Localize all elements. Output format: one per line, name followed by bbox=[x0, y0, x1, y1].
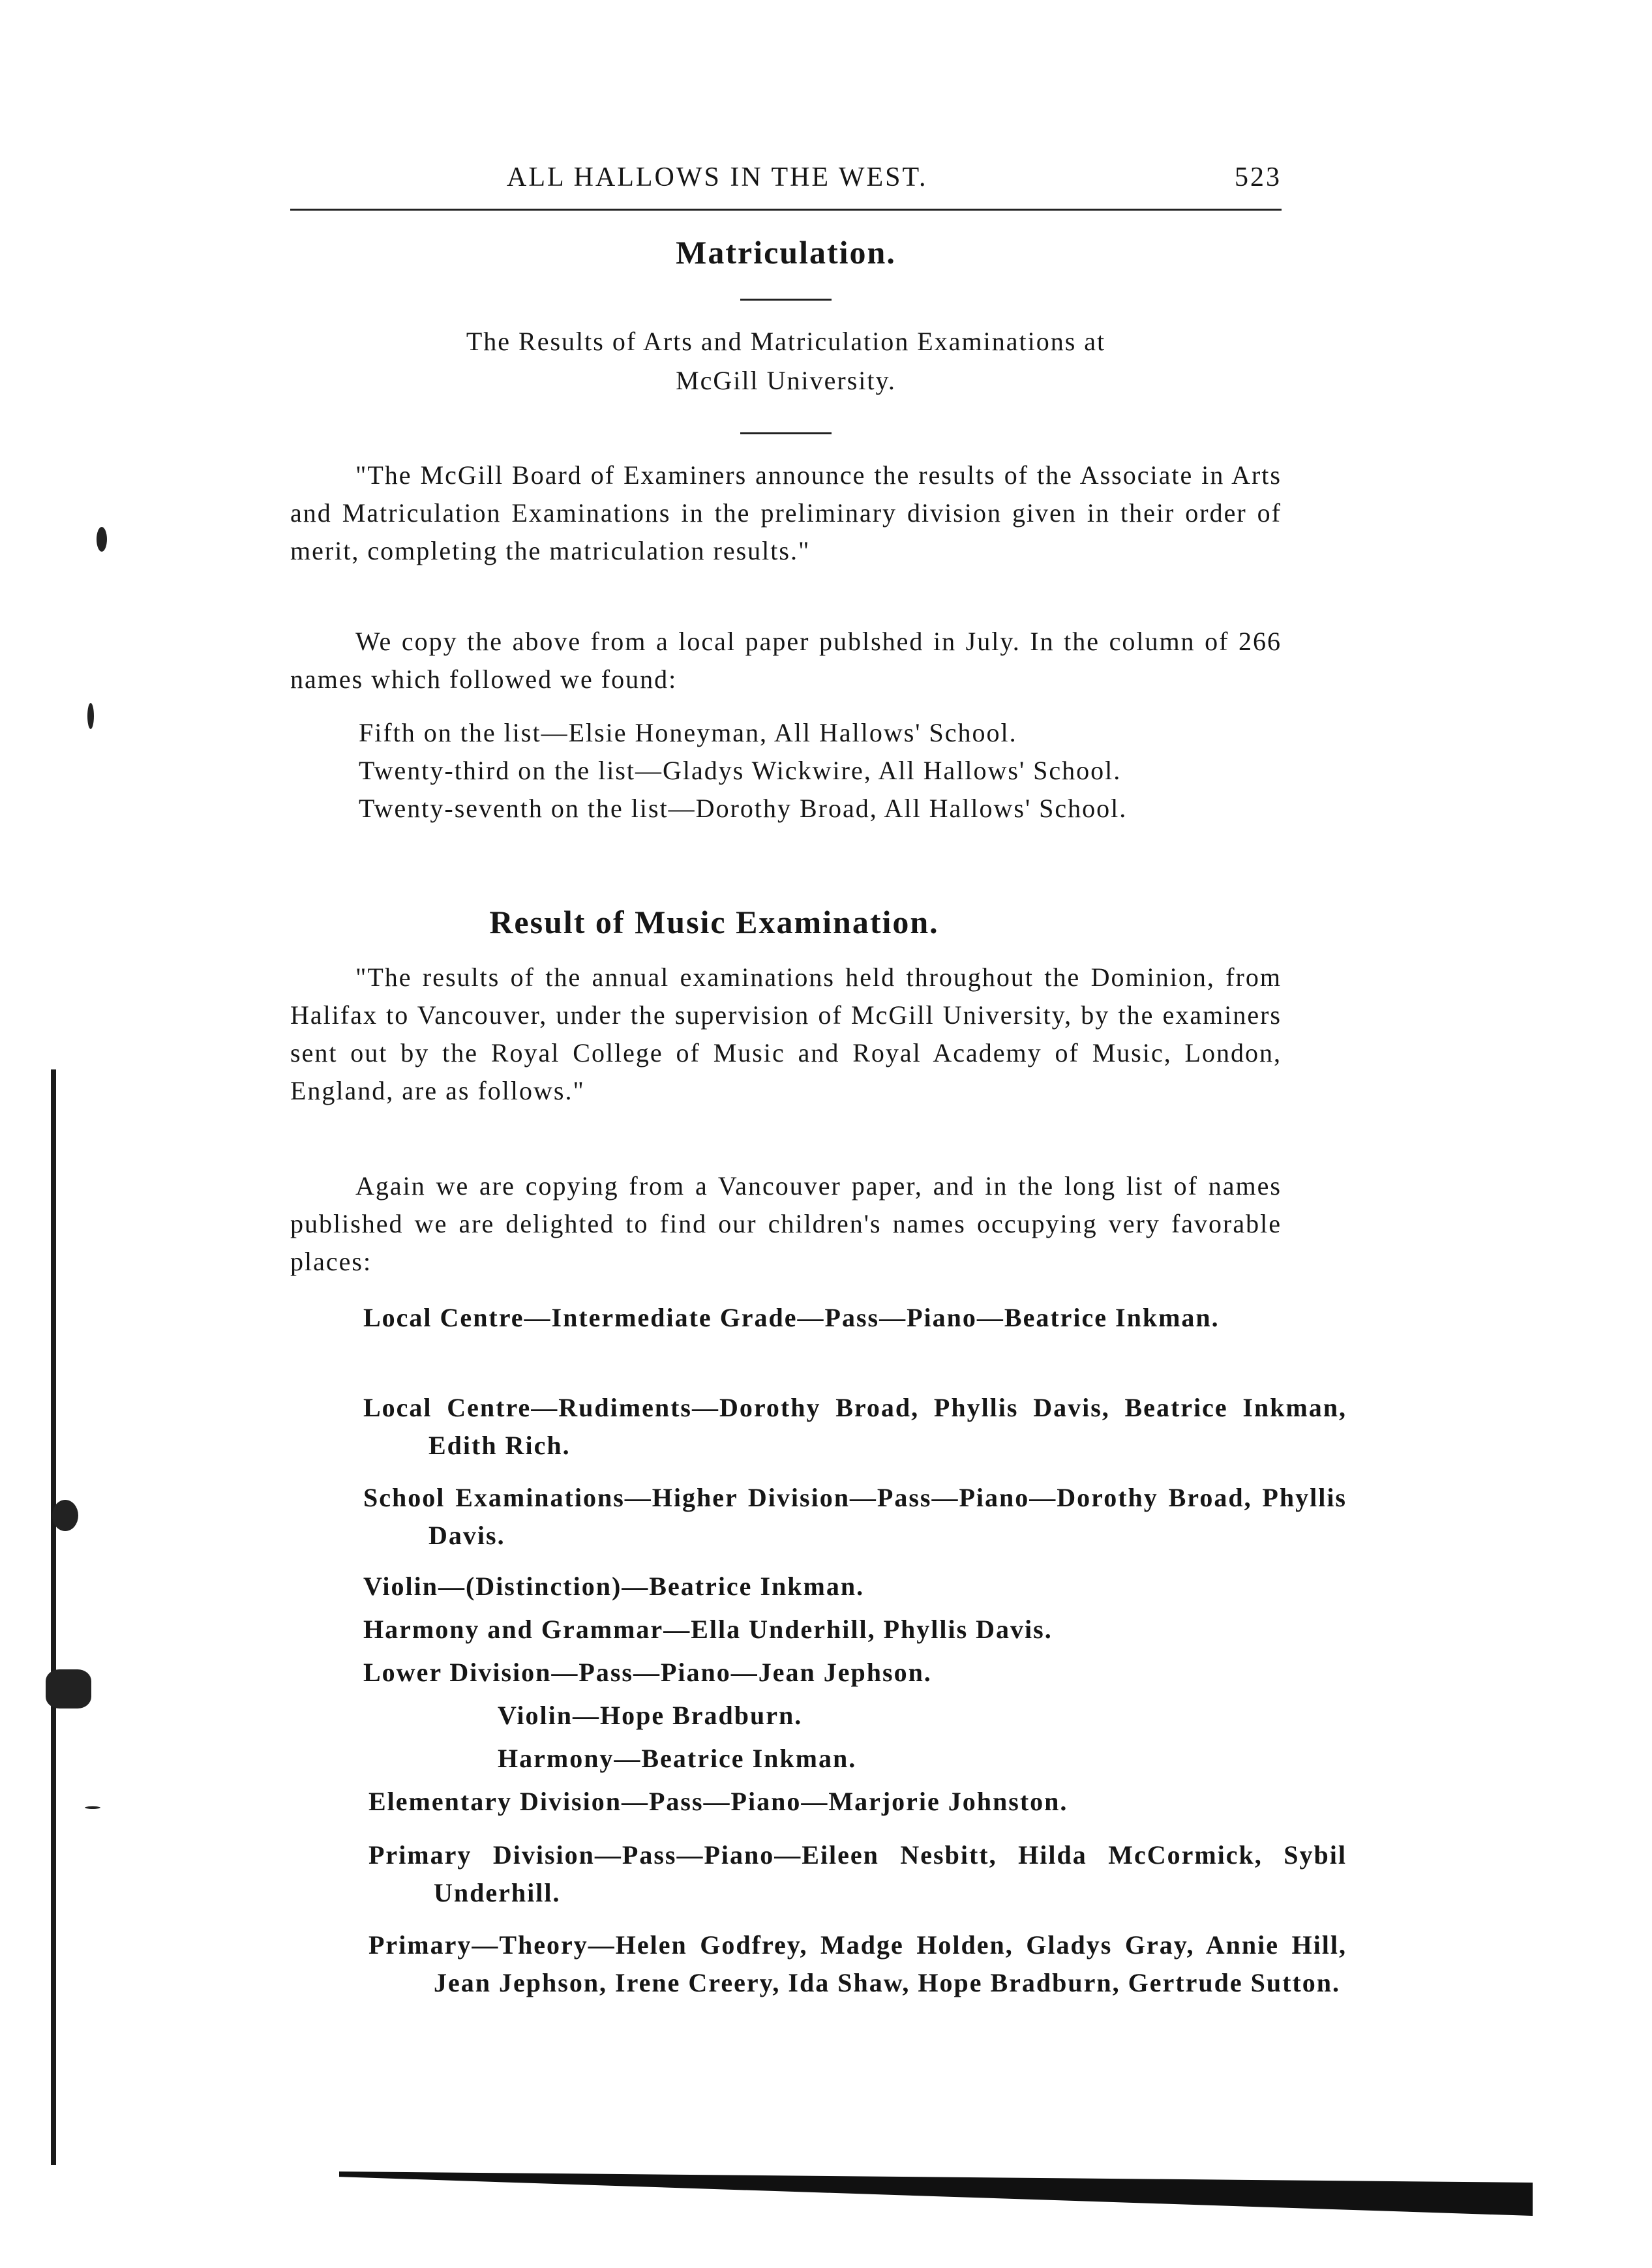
result-item: Twenty-third on the list—Gladys Wickwire, All Hallows' School. bbox=[359, 756, 1122, 785]
music-entry: Lower Division—Pass—Piano—Jean Jephson. bbox=[363, 1658, 932, 1687]
page-number: 523 bbox=[1235, 162, 1282, 192]
music-entry: Violin—Hope Bradburn. bbox=[498, 1701, 803, 1730]
music-entry: Violin—(Distinction)—Beatrice Inkman. bbox=[363, 1572, 865, 1601]
header-rule bbox=[290, 209, 1282, 211]
music-entry: School Examinations—Higher Division—Pass—Piano—Dorothy Broad, Phyllis Davis. bbox=[363, 1483, 1347, 1550]
music-entry: Primary Division—Pass—Piano—Eileen Nesbitt, Hilda McCormick, Sybil Underhill. bbox=[368, 1840, 1347, 1907]
result-item: Fifth on the list—Elsie Honeyman, All Hallows' School. bbox=[359, 718, 1017, 747]
music-entry: Local Centre—Intermediate Grade—Pass—Piano—Beatrice Inkman. bbox=[363, 1303, 1220, 1332]
music-entry: Primary—Theory—Helen Godfrey, Madge Holden, Gladys Gray, Annie Hill, Jean Jephson, Irene Creery, Ida Shaw, Hope Bradburn, Gertrude Sutton. bbox=[368, 1930, 1347, 1997]
scan-speck bbox=[87, 703, 94, 729]
running-head bbox=[290, 162, 1282, 203]
music-entry: Local Centre—Rudiments—Dorothy Broad, Phyllis Davis, Beatrice Inkman, Edith Rich. bbox=[363, 1393, 1347, 1460]
music-quote: "The results of the annual examinations held throughout the Dominion, from Halifax to Vancouver, under the supervision of McGill University, by the examiners sent out by the Royal College of Music and Royal Academy of Music, London, England, are as follows." bbox=[290, 962, 1282, 1105]
music-heading: Result of Music Examination. bbox=[489, 904, 939, 940]
music-intro: Again we are copying from a Vancouver paper, and in the long list of names published we are delighted to find our children's names occupying very favorable places: bbox=[290, 1171, 1282, 1276]
binding-edge-shadow bbox=[51, 1069, 56, 2165]
footer-bar bbox=[339, 2171, 1533, 2216]
music-entry: Harmony and Grammar—Ella Underhill, Phyllis Davis. bbox=[363, 1615, 1053, 1644]
matriculation-heading: Matriculation. bbox=[676, 234, 896, 271]
matriculation-intro: We copy the above from a local paper publshed in July. In the column of 266 names which followed we found: bbox=[290, 627, 1282, 694]
matriculation-subtitle-line-1: The Results of Arts and Matriculation Examinations at bbox=[466, 327, 1106, 356]
scan-speck bbox=[97, 527, 107, 552]
scan-speck bbox=[52, 1500, 78, 1531]
running-title: ALL HALLOWS IN THE WEST. bbox=[507, 162, 928, 192]
scan-speck bbox=[46, 1669, 91, 1708]
scan-speck bbox=[85, 1806, 100, 1809]
matriculation-subtitle-line-2: McGill University. bbox=[676, 366, 896, 395]
matriculation-quote: "The McGill Board of Examiners announce the results of the Associate in Arts and Matriculation Examinations in the preliminary division given in their order of merit, completing the matriculation results." bbox=[290, 460, 1282, 565]
music-entry: Harmony—Beatrice Inkman. bbox=[498, 1744, 857, 1773]
result-item: Twenty-seventh on the list—Dorothy Broad, All Hallows' School. bbox=[359, 794, 1128, 823]
section-rule bbox=[740, 299, 832, 301]
section-rule bbox=[740, 432, 832, 434]
music-entry: Elementary Division—Pass—Piano—Marjorie Johnston. bbox=[368, 1787, 1068, 1816]
